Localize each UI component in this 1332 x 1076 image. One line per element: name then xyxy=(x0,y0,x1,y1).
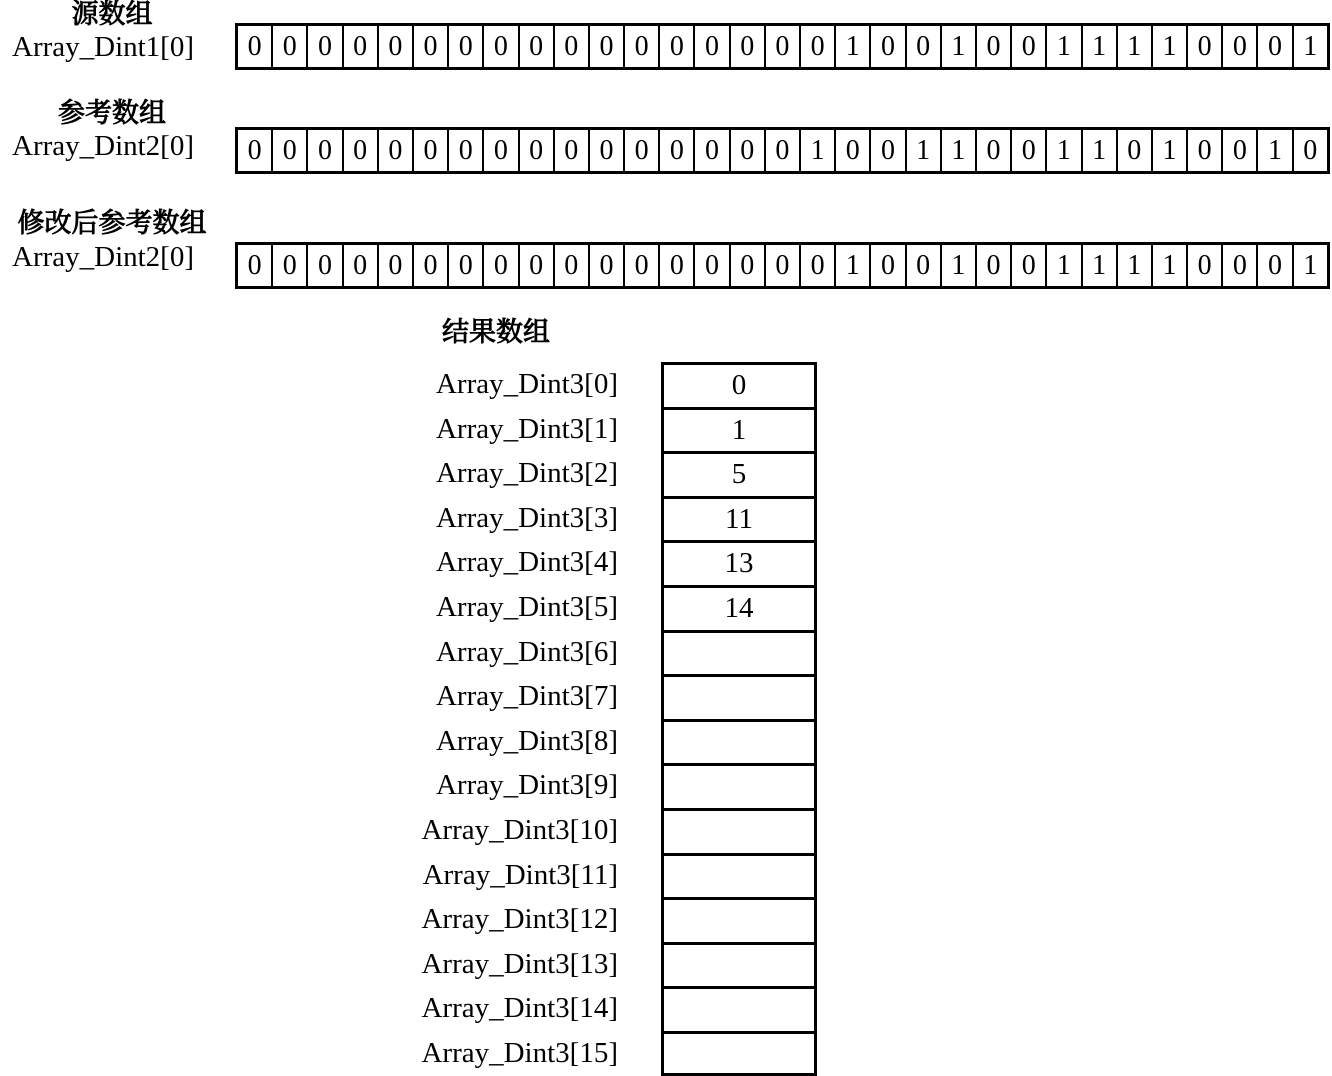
bit-cell: 0 xyxy=(731,130,766,171)
result-row xyxy=(400,853,817,898)
result-value-cell xyxy=(661,897,817,942)
result-value-cell: 11 xyxy=(661,496,817,541)
bit-cell: 1 xyxy=(1258,130,1293,171)
result-row-label: Array_Dint3[4] xyxy=(435,546,618,579)
bit-cell: 0 xyxy=(273,26,308,67)
bit-cell: 1 xyxy=(1303,250,1318,281)
bit-cell: 1 xyxy=(836,245,871,286)
bit-cell: 0 xyxy=(590,130,625,171)
bit-cell: 0 xyxy=(731,245,766,286)
bit-cell: 1 xyxy=(1047,130,1082,171)
result-row-label: Array_Dint3[7] xyxy=(435,680,618,713)
bit-cell: 1 xyxy=(942,245,977,286)
result-row-label: Array_Dint3[13] xyxy=(421,947,618,980)
bit-cell: 0 xyxy=(555,245,590,286)
bit-cell: 0 xyxy=(836,130,871,171)
bit-cell: 0 xyxy=(977,130,1012,171)
bit-cell: 0 xyxy=(1118,130,1153,171)
bit-cell: 0 xyxy=(766,245,801,286)
result-row xyxy=(400,1031,817,1076)
bit-cell: 0 xyxy=(449,245,484,286)
bit-cell: 0 xyxy=(449,130,484,171)
result-row xyxy=(400,763,817,808)
bit-cell: 0 xyxy=(660,26,695,67)
bit-cell: 1 xyxy=(836,26,871,67)
result-row-label: Array_Dint3[2] xyxy=(435,457,618,490)
result-row xyxy=(400,897,817,942)
bit-cell: 0 xyxy=(449,26,484,67)
result-value-cell xyxy=(661,763,817,808)
result-row xyxy=(400,942,817,987)
bit-cell: 0 xyxy=(1258,245,1293,286)
result-value-cell xyxy=(661,942,817,987)
bit-cell: 0 xyxy=(907,26,942,67)
bit-cell: 1 xyxy=(1153,130,1188,171)
bit-cell: 0 xyxy=(1012,245,1047,286)
bit-cell: 1 xyxy=(1153,245,1188,286)
bit-cell: 0 xyxy=(520,245,555,286)
bit-cell: 1 xyxy=(1118,245,1153,286)
bit-cell: 0 xyxy=(871,130,906,171)
bit-cell: 0 xyxy=(308,245,343,286)
bit-cell: 0 xyxy=(344,26,379,67)
bit-cell: 1 xyxy=(1083,130,1118,171)
bit-cell: 0 xyxy=(344,130,379,171)
result-row xyxy=(400,808,817,853)
result-row-label: Array_Dint3[11] xyxy=(422,858,618,891)
result-value-cell: 0 xyxy=(661,362,817,407)
result-value-cell xyxy=(661,808,817,853)
bit-cell: 1 xyxy=(942,130,977,171)
bit-cell: 0 xyxy=(238,130,273,171)
result-value-cell: 14 xyxy=(661,585,817,630)
bit-cell: 0 xyxy=(660,130,695,171)
bit-cell: 0 xyxy=(379,245,414,286)
bit-cell: 0 xyxy=(695,130,730,171)
result-value-cell xyxy=(661,719,817,764)
result-row xyxy=(400,540,817,585)
bit-cell: 0 xyxy=(1303,135,1318,166)
bit-cell: 1 xyxy=(1153,26,1188,67)
bit-cell: 0 xyxy=(273,245,308,286)
result-row-label: Array_Dint3[0] xyxy=(435,368,618,400)
result-value-cell xyxy=(661,1031,817,1076)
result-row-label: Array_Dint3[10] xyxy=(421,813,618,846)
result-row-label: Array_Dint3[1] xyxy=(435,412,618,445)
bit-cell: 0 xyxy=(801,26,836,67)
bit-cell: 1 xyxy=(801,130,836,171)
bit-cell: 0 xyxy=(414,26,449,67)
bit-cell: 0 xyxy=(871,26,906,67)
bit-cell: 0 xyxy=(520,26,555,67)
bit-cell: 0 xyxy=(695,245,730,286)
result-row-label: Array_Dint3[14] xyxy=(421,992,618,1025)
bit-cell: 0 xyxy=(1188,245,1223,286)
bit-cell: 0 xyxy=(484,245,519,286)
result-row xyxy=(400,674,817,719)
result-row-label: Array_Dint3[8] xyxy=(435,724,618,757)
bit-cell: 0 xyxy=(484,130,519,171)
bit-cell: 0 xyxy=(414,130,449,171)
result-array-heading: 结果数组 xyxy=(442,317,550,348)
bit-cell: 0 xyxy=(625,130,660,171)
bit-cell: 0 xyxy=(555,130,590,171)
bit-cell: 0 xyxy=(1258,26,1293,67)
bit-cell: 1 xyxy=(1118,26,1153,67)
result-row-label: Array_Dint3[3] xyxy=(435,501,618,534)
bit-cell: 0 xyxy=(625,245,660,286)
bit-cell: 0 xyxy=(766,130,801,171)
bit-cell: 0 xyxy=(344,245,379,286)
result-row xyxy=(400,451,817,496)
bit-cell: 0 xyxy=(1223,245,1258,286)
bit-cell: 0 xyxy=(590,245,625,286)
result-row xyxy=(400,362,817,407)
result-value-cell: 13 xyxy=(661,540,817,585)
result-row xyxy=(400,630,817,675)
bit-cell: 0 xyxy=(520,130,555,171)
bit-cell: 0 xyxy=(379,26,414,67)
bit-cell: 0 xyxy=(731,26,766,67)
result-row-label: Array_Dint3[5] xyxy=(435,590,618,623)
result-array-table xyxy=(400,362,817,1076)
bit-cell: 0 xyxy=(625,26,660,67)
reference-array-label: Array_Dint2[0] xyxy=(12,130,195,162)
result-row xyxy=(400,496,817,541)
bit-cell: 0 xyxy=(555,26,590,67)
bit-cell: 0 xyxy=(1223,26,1258,67)
bit-cell: 0 xyxy=(590,26,625,67)
bit-cell: 0 xyxy=(695,26,730,67)
bit-cell: 0 xyxy=(1223,130,1258,171)
bit-cell: 0 xyxy=(907,245,942,286)
bit-cell: 0 xyxy=(977,26,1012,67)
bit-cell: 1 xyxy=(1047,245,1082,286)
modified-reference-bit-row xyxy=(235,242,1330,289)
source-array-heading: 源数组 xyxy=(71,0,153,30)
result-row-label: Array_Dint3[9] xyxy=(435,769,618,802)
bit-cell: 0 xyxy=(1188,130,1223,171)
result-value-cell xyxy=(661,986,817,1031)
bit-cell: 1 xyxy=(1047,26,1082,67)
bit-cell: 0 xyxy=(273,130,308,171)
reference-bit-row xyxy=(235,127,1330,174)
result-row-label: Array_Dint3[6] xyxy=(435,635,618,668)
bit-cell: 0 xyxy=(801,245,836,286)
result-row xyxy=(400,407,817,452)
bit-cell: 0 xyxy=(308,130,343,171)
result-value-cell xyxy=(661,630,817,675)
result-row xyxy=(400,585,817,630)
bit-cell: 0 xyxy=(1012,26,1047,67)
bit-cell: 0 xyxy=(660,245,695,286)
bit-cell: 0 xyxy=(238,26,273,67)
bit-cell: 1 xyxy=(1083,26,1118,67)
modified-reference-array-label: Array_Dint2[0] xyxy=(12,241,195,273)
bit-cell: 0 xyxy=(766,26,801,67)
modified-reference-array-heading: 修改后参考数组 xyxy=(17,208,207,239)
result-row-label: Array_Dint3[15] xyxy=(421,1036,618,1069)
bit-cell: 0 xyxy=(977,245,1012,286)
source-bit-row xyxy=(235,23,1330,70)
bit-cell: 1 xyxy=(1083,245,1118,286)
bit-cell: 0 xyxy=(484,26,519,67)
reference-array-heading: 参考数组 xyxy=(58,98,166,129)
result-row-label: Array_Dint3[12] xyxy=(421,903,618,936)
bit-cell: 1 xyxy=(907,130,942,171)
bit-cell: 1 xyxy=(942,26,977,67)
bit-cell: 0 xyxy=(1012,130,1047,171)
result-value-cell xyxy=(661,674,817,719)
bit-cell: 0 xyxy=(238,245,273,286)
bit-cell: 0 xyxy=(414,245,449,286)
bit-cell: 0 xyxy=(1188,26,1223,67)
bit-cell: 0 xyxy=(379,130,414,171)
result-value-cell xyxy=(661,853,817,898)
bit-cell: 1 xyxy=(1303,31,1318,62)
result-value-cell: 1 xyxy=(661,407,817,452)
result-value-cell: 5 xyxy=(661,451,817,496)
result-row xyxy=(400,986,817,1031)
bit-cell: 0 xyxy=(308,26,343,67)
bit-cell: 0 xyxy=(871,245,906,286)
result-row xyxy=(400,719,817,764)
source-array-label: Array_Dint1[0] xyxy=(12,31,195,63)
